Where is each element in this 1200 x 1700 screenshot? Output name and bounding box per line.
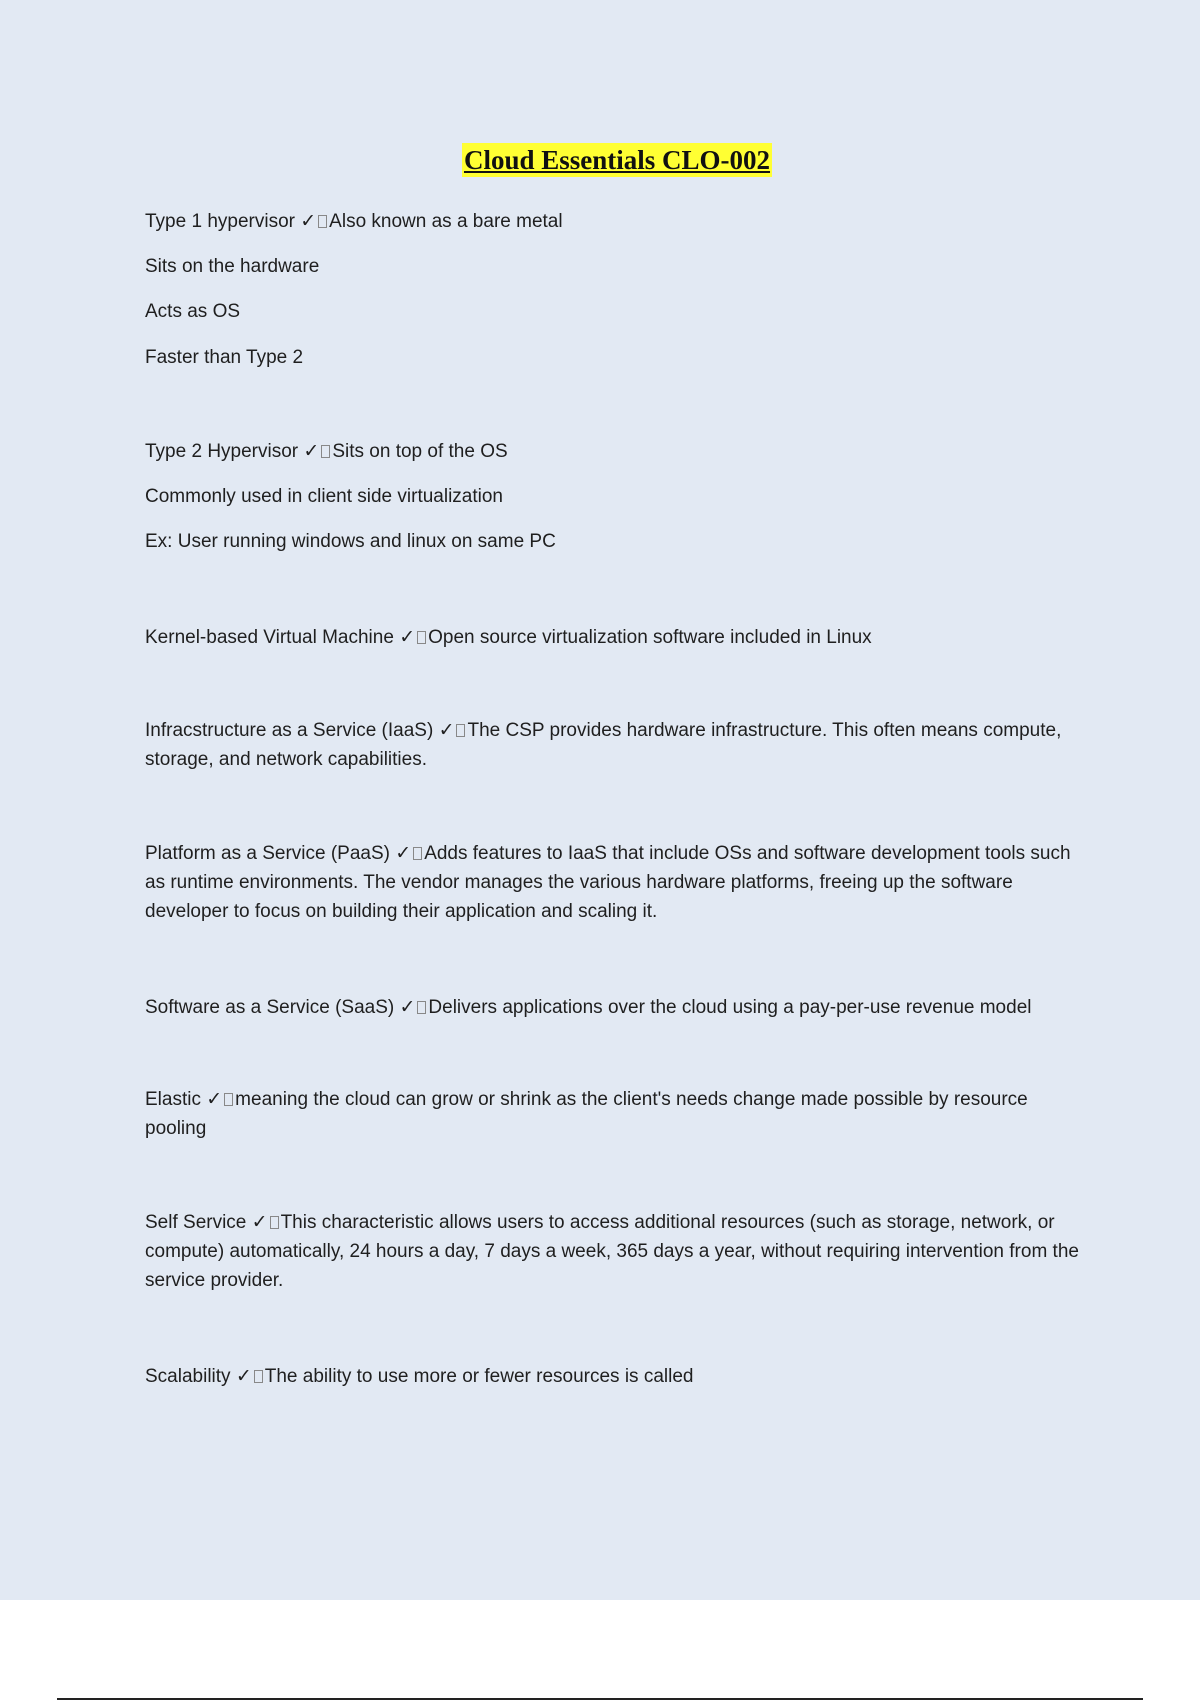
check-icon: ✓ <box>235 1365 252 1387</box>
box-glyph-icon <box>417 1001 426 1014</box>
check-icon: ✓ <box>206 1088 223 1110</box>
check-icon: ✓ <box>300 210 317 232</box>
entry-paas <box>145 839 1085 926</box>
entry-elastic <box>145 1085 1085 1143</box>
check-icon: ✓ <box>251 1211 268 1233</box>
box-glyph-icon <box>456 724 465 737</box>
check-icon: ✓ <box>399 626 416 648</box>
entry-scalability <box>145 1361 1085 1392</box>
entry-term: Scalability <box>145 1366 231 1387</box>
entry-term: Elastic <box>145 1089 201 1110</box>
entry-definition: The CSP provides hardware infrastructure. This often means compute, storage, and network capabilities. <box>145 720 1062 770</box>
entry-line: Commonly used in client side virtualization <box>145 486 503 507</box>
entry-type1-hypervisor <box>145 206 1085 237</box>
entry-term: Type 1 hypervisor <box>145 211 295 232</box>
entry-saas <box>145 992 1085 1023</box>
check-icon: ✓ <box>399 996 416 1018</box>
box-glyph-icon <box>254 1370 263 1383</box>
entry-term: Type 2 Hypervisor <box>145 441 299 462</box>
entry-term: Platform as a Service (PaaS) <box>145 843 390 864</box>
box-glyph-icon <box>270 1216 279 1229</box>
check-icon: ✓ <box>395 842 412 864</box>
entry-line: Faster than Type 2 <box>145 347 304 368</box>
entry-self-service <box>145 1208 1085 1295</box>
document-title: Cloud Essentials CLO-002 <box>463 145 771 175</box>
entry-definition: This characteristic allows users to access additional resources (such as storage, network, or compute) automatically, 24 hours a day, 7 days a week, 365 days a year, without requiring intervention from the service provider. <box>145 1212 1079 1291</box>
entry-iaas <box>145 716 1085 774</box>
entry-term: Self Service <box>145 1212 247 1233</box>
entry-definition: Delivers applications over the cloud using a pay-per-use revenue model <box>428 997 1032 1018</box>
entry-definition: The ability to use more or fewer resources is called <box>264 1366 694 1387</box>
box-glyph-icon <box>321 445 330 458</box>
title-container <box>0 143 1200 177</box>
box-glyph-icon <box>413 847 422 860</box>
entry-definition: Also known as a bare metal <box>329 211 563 232</box>
entry-term: Kernel-based Virtual Machine <box>145 627 394 648</box>
entry-definition: Open source virtualization software included in Linux <box>428 627 872 648</box>
entry-term: Software as a Service (SaaS) <box>145 997 395 1018</box>
entry-type2-hypervisor <box>145 436 1085 467</box>
box-glyph-icon <box>417 631 426 644</box>
box-glyph-icon <box>318 215 327 228</box>
check-icon: ✓ <box>438 719 455 741</box>
entry-definition: Adds features to IaaS that include OSs and software development tools such as runtime environments. The vendor manages the various hardware platforms, freeing up the software developer to focus on building their application and scaling it. <box>145 843 1071 922</box>
entry-term: Infracstructure as a Service (IaaS) <box>145 720 434 741</box>
box-glyph-icon <box>224 1093 233 1106</box>
entry-definition: Sits on top of the OS <box>332 441 508 462</box>
entry-line: Sits on the hardware <box>145 256 320 277</box>
entry-line: Ex: User running windows and linux on same PC <box>145 531 556 552</box>
entry-line: Acts as OS <box>145 301 241 322</box>
check-icon: ✓ <box>303 440 320 462</box>
entry-definition: meaning the cloud can grow or shrink as the client's needs change made possible by resource pooling <box>145 1089 1028 1139</box>
entry-kvm <box>145 622 1085 653</box>
